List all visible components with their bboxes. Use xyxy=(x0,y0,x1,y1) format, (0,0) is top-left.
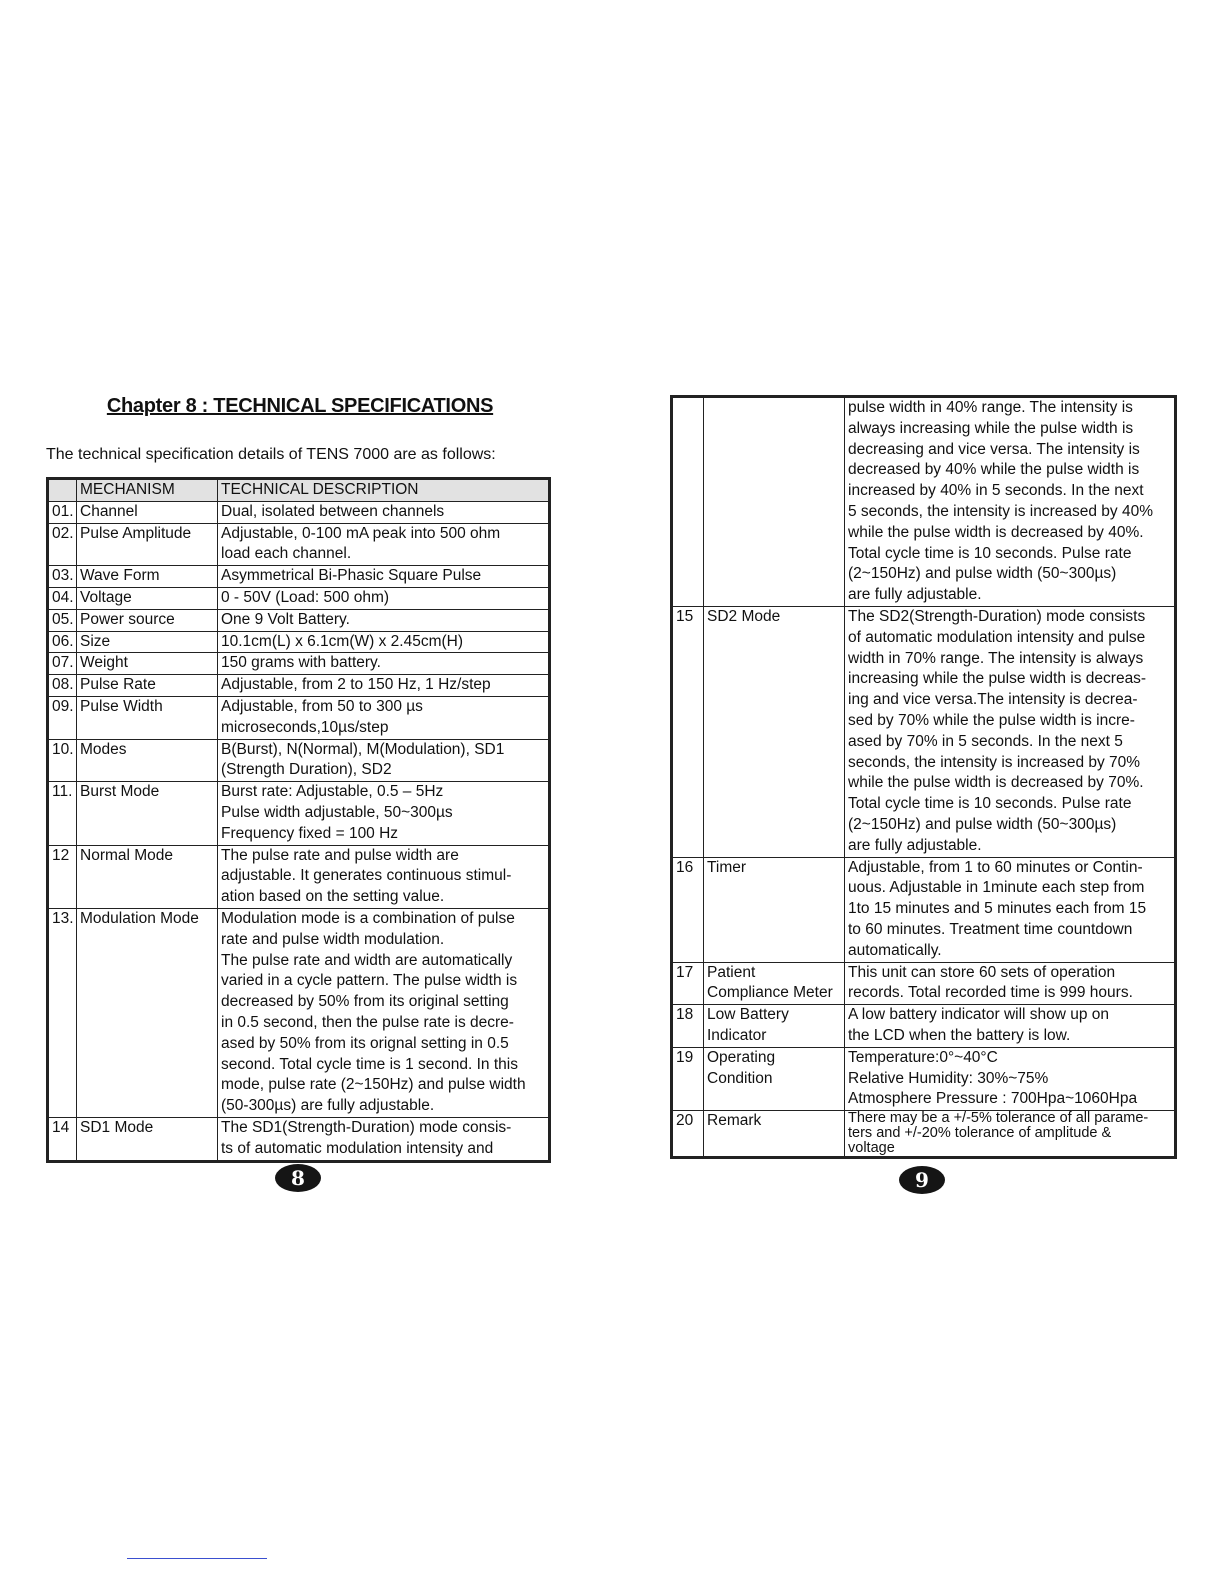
row-description xyxy=(845,1111,1176,1158)
row-num: 14 xyxy=(48,1117,77,1161)
desc-line: Modulation mode is a combination of pulse xyxy=(221,909,515,927)
row-description xyxy=(218,845,550,908)
table-row xyxy=(48,739,550,782)
row-mechanism xyxy=(704,1111,845,1158)
table-row xyxy=(48,696,550,739)
desc-line: Adjustable, from 2 to 150 Hz, 1 Hz/step xyxy=(221,676,491,694)
row-num: 17 xyxy=(672,962,704,1005)
desc-line: while the pulse width is decreased by 40%. xyxy=(848,523,1144,541)
desc-line: ing and vice versa.The intensity is decrea- xyxy=(848,691,1138,709)
desc-line: ters and +/-20% tolerance of amplitude & xyxy=(848,1125,1112,1142)
row-mechanism: Modulation Mode xyxy=(77,908,218,1117)
desc-line: The SD2(Strength-Duration) mode consists xyxy=(848,607,1146,625)
spec-table-right xyxy=(670,395,1177,1159)
desc-line: seconds, the intensity is increased by 70% xyxy=(848,753,1141,771)
desc-line: B(Burst), N(Normal), M(Modulation), SD1 xyxy=(221,740,505,758)
row-description xyxy=(218,587,550,609)
page-title: Chapter 8 : TECHNICAL SPECIFICATIONS xyxy=(106,395,494,417)
desc-line: (50-300µs) are fully adjustable. xyxy=(221,1097,435,1115)
row-description xyxy=(218,566,550,588)
mechanism-line: Remark xyxy=(707,1112,762,1130)
desc-line: The pulse rate and width are automatically xyxy=(221,951,513,969)
desc-line: (Strength Duration), SD2 xyxy=(221,761,392,779)
table-row xyxy=(48,609,550,631)
desc-line: 0 - 50V (Load: 500 ohm) xyxy=(221,588,390,606)
desc-line: Adjustable, from 50 to 300 µs xyxy=(221,697,423,715)
page-number-badge: 9 xyxy=(899,1166,945,1194)
table-row xyxy=(48,1117,550,1161)
row-num: 06. xyxy=(48,631,77,653)
desc-line: sed by 70% while the pulse width is incre- xyxy=(848,711,1135,729)
mechanism-line: Patient xyxy=(707,963,756,981)
desc-line: There may be a +/-5% tolerance of all parame- xyxy=(848,1110,1149,1127)
table-row xyxy=(672,1111,1176,1158)
desc-line: Burst rate: Adjustable, 0.5 – 5Hz xyxy=(221,783,444,801)
mechanism-line: SD2 Mode xyxy=(707,607,781,625)
mechanism-line: Compliance Meter xyxy=(707,984,833,1002)
row-num xyxy=(672,397,704,607)
desc-line: decreasing and vice versa. The intensity is xyxy=(848,440,1140,458)
row-num: 16 xyxy=(672,857,704,962)
row-description xyxy=(845,606,1176,857)
row-num: 13. xyxy=(48,908,77,1117)
desc-line: Asymmetrical Bi-Phasic Square Pulse xyxy=(221,567,482,585)
desc-line: load each channel. xyxy=(221,545,352,563)
table-row xyxy=(48,782,550,845)
row-num: 18 xyxy=(672,1005,704,1048)
row-description xyxy=(218,782,550,845)
desc-line: Total cycle time is 10 seconds. Pulse rate xyxy=(848,544,1132,562)
footer-divider xyxy=(127,1558,267,1559)
row-description xyxy=(845,1047,1176,1110)
row-num: 10. xyxy=(48,739,77,782)
table-row xyxy=(672,1005,1176,1048)
row-mechanism: Size xyxy=(77,631,218,653)
row-description xyxy=(218,908,550,1117)
row-mechanism: SD1 Mode xyxy=(77,1117,218,1161)
desc-line: varied in a cycle pattern. The pulse width is xyxy=(221,972,518,990)
desc-line: while the pulse width is decreased by 70%. xyxy=(848,774,1144,792)
table-row xyxy=(48,587,550,609)
row-mechanism: Modes xyxy=(77,739,218,782)
desc-line: the LCD when the battery is low. xyxy=(848,1026,1071,1044)
row-mechanism: Voltage xyxy=(77,587,218,609)
desc-line: Atmosphere Pressure : 700Hpa~1060Hpa xyxy=(848,1090,1138,1108)
mechanism-line: Operating xyxy=(707,1048,776,1066)
desc-line: mode, pulse rate (2~150Hz) and pulse width xyxy=(221,1076,526,1094)
row-mechanism: Burst Mode xyxy=(77,782,218,845)
row-description xyxy=(218,523,550,566)
header-description: TECHNICAL DESCRIPTION xyxy=(218,479,550,502)
row-mechanism xyxy=(704,606,845,857)
row-num: 20 xyxy=(672,1111,704,1158)
row-mechanism: Pulse Rate xyxy=(77,675,218,697)
table-row xyxy=(48,566,550,588)
spec-table-left xyxy=(46,477,551,1163)
table-row xyxy=(48,845,550,908)
row-mechanism xyxy=(704,857,845,962)
desc-line: decreased by 50% from its original setting xyxy=(221,993,509,1011)
row-mechanism: Wave Form xyxy=(77,566,218,588)
table-row xyxy=(48,631,550,653)
table-header-row xyxy=(48,479,550,502)
desc-line: width in 70% range. The intensity is always xyxy=(848,649,1144,667)
row-description xyxy=(845,1005,1176,1048)
desc-line: 10.1cm(L) x 6.1cm(W) x 2.45cm(H) xyxy=(221,632,464,650)
row-num: 19 xyxy=(672,1047,704,1110)
row-description xyxy=(218,501,550,523)
table-row xyxy=(672,857,1176,962)
desc-line: second. Total cycle time is 1 second. In this xyxy=(221,1055,518,1073)
desc-line: rate and pulse width modulation. xyxy=(221,930,445,948)
spec-table-right-body xyxy=(672,397,1176,1158)
table-row xyxy=(672,606,1176,857)
desc-line: Temperature:0°~40°C xyxy=(848,1048,998,1066)
row-num: 05. xyxy=(48,609,77,631)
desc-line: 150 grams with battery. xyxy=(221,654,381,672)
header-num xyxy=(48,479,77,502)
mechanism-line: Timer xyxy=(707,858,747,876)
desc-line: The pulse rate and pulse width are xyxy=(221,846,459,864)
desc-line: 5 seconds, the intensity is increased by 40% xyxy=(848,502,1154,520)
header-mechanism: MECHANISM xyxy=(77,479,218,502)
row-num: 12 xyxy=(48,845,77,908)
row-num: 09. xyxy=(48,696,77,739)
desc-line: always increasing while the pulse width is xyxy=(848,419,1134,437)
row-description xyxy=(218,1117,550,1161)
row-description xyxy=(218,609,550,631)
desc-line: Pulse width adjustable, 50~300µs xyxy=(221,803,453,821)
row-num: 15 xyxy=(672,606,704,857)
table-row xyxy=(48,501,550,523)
table-row xyxy=(48,675,550,697)
desc-line: Total cycle time is 10 seconds. Pulse rate xyxy=(848,795,1132,813)
row-description xyxy=(218,653,550,675)
desc-line: increasing while the pulse width is decreas- xyxy=(848,670,1147,688)
desc-line: The SD1(Strength-Duration) mode consis- xyxy=(221,1118,512,1136)
row-description xyxy=(845,962,1176,1005)
mechanism-line: Indicator xyxy=(707,1026,767,1044)
row-num: 03. xyxy=(48,566,77,588)
desc-line: A low battery indicator will show up on xyxy=(848,1006,1110,1024)
table-row xyxy=(48,653,550,675)
row-mechanism: Weight xyxy=(77,653,218,675)
desc-line: This unit can store 60 sets of operation xyxy=(848,963,1116,981)
desc-line: are fully adjustable. xyxy=(848,836,982,854)
row-description xyxy=(218,739,550,782)
row-num: 01. xyxy=(48,501,77,523)
row-mechanism xyxy=(704,1047,845,1110)
desc-line: pulse width in 40% range. The intensity is xyxy=(848,399,1133,416)
desc-line: (2~150Hz) and pulse width (50~300µs) xyxy=(848,815,1117,833)
desc-line: Relative Humidity: 30%~75% xyxy=(848,1069,1049,1087)
intro-text: The technical specification details of TENS 7000 are as follows: xyxy=(46,446,496,463)
row-description xyxy=(218,675,550,697)
row-description xyxy=(845,397,1176,607)
row-num: 08. xyxy=(48,675,77,697)
row-num: 04. xyxy=(48,587,77,609)
desc-line: in 0.5 second, then the pulse rate is decre- xyxy=(221,1013,514,1031)
table-row xyxy=(48,523,550,566)
desc-line: Adjustable, from 1 to 60 minutes or Contin- xyxy=(848,858,1143,876)
desc-line: ts of automatic modulation intensity and xyxy=(221,1139,494,1157)
page-number-badge: 8 xyxy=(275,1164,321,1192)
row-mechanism xyxy=(704,397,845,607)
desc-line: voltage xyxy=(848,1140,895,1157)
desc-line: microseconds,10µs/step xyxy=(221,718,389,736)
row-description xyxy=(218,631,550,653)
desc-line: uous. Adjustable in 1minute each step from xyxy=(848,879,1145,897)
desc-line: automatically. xyxy=(848,941,942,959)
desc-line: ased by 70% in 5 seconds. In the next 5 xyxy=(848,732,1123,750)
desc-line: of automatic modulation intensity and pulse xyxy=(848,628,1146,646)
desc-line: are fully adjustable. xyxy=(848,586,982,604)
desc-line: 1to 15 minutes and 5 minutes each from 15 xyxy=(848,900,1147,918)
row-mechanism: Normal Mode xyxy=(77,845,218,908)
row-mechanism: Pulse Width xyxy=(77,696,218,739)
row-mechanism xyxy=(704,1005,845,1048)
desc-line: Dual, isolated between channels xyxy=(221,502,445,520)
desc-line: adjustable. It generates continuous stimul- xyxy=(221,867,512,885)
desc-line: (2~150Hz) and pulse width (50~300µs) xyxy=(848,565,1117,583)
desc-line: records. Total recorded time is 999 hours. xyxy=(848,984,1133,1002)
row-description xyxy=(845,857,1176,962)
table-row-continuation xyxy=(672,397,1176,607)
desc-line: decreased by 40% while the pulse width is xyxy=(848,461,1140,479)
row-mechanism: Pulse Amplitude xyxy=(77,523,218,566)
table-row xyxy=(48,908,550,1117)
row-mechanism xyxy=(704,962,845,1005)
desc-line: ation based on the setting value. xyxy=(221,888,445,906)
table-row xyxy=(672,1047,1176,1110)
row-num: 07. xyxy=(48,653,77,675)
desc-line: Adjustable, 0-100 mA peak into 500 ohm xyxy=(221,524,501,542)
desc-line: ased by 50% from its orignal setting in 0.5 xyxy=(221,1034,509,1052)
row-description xyxy=(218,696,550,739)
row-num: 11. xyxy=(48,782,77,845)
row-num: 02. xyxy=(48,523,77,566)
row-mechanism: Channel xyxy=(77,501,218,523)
row-mechanism: Power source xyxy=(77,609,218,631)
desc-line: increased by 40% in 5 seconds. In the next xyxy=(848,482,1144,500)
mechanism-line: Low Battery xyxy=(707,1006,789,1024)
desc-line: Frequency fixed = 100 Hz xyxy=(221,824,399,842)
spec-table-left-body xyxy=(48,501,550,1161)
desc-line: to 60 minutes. Treatment time countdown xyxy=(848,920,1133,938)
table-row xyxy=(672,962,1176,1005)
desc-line: One 9 Volt Battery. xyxy=(221,610,350,628)
mechanism-line: Condition xyxy=(707,1069,773,1087)
